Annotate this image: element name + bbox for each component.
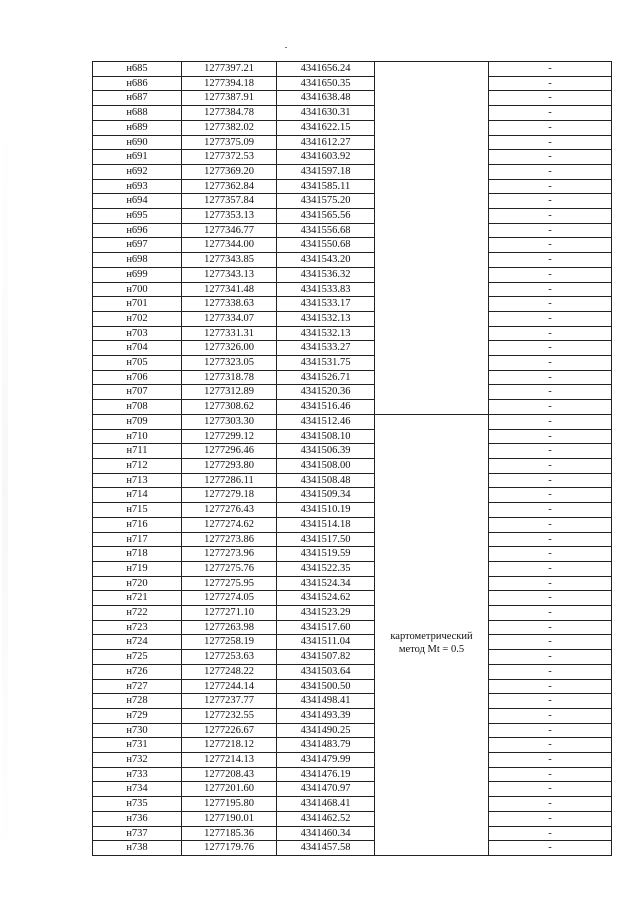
x-coordinate-cell: 1277263.98 — [182, 620, 277, 635]
x-coordinate-cell: 1277343.85 — [182, 253, 277, 268]
point-name-cell: н701 — [93, 297, 182, 312]
y-coordinate-cell: 4341490.25 — [277, 723, 375, 738]
table-row — [93, 708, 612, 723]
table-row — [93, 723, 612, 738]
x-coordinate-cell: 1277286.11 — [182, 473, 277, 488]
note-cell: - — [489, 547, 612, 562]
x-coordinate-cell: 1277369.20 — [182, 164, 277, 179]
point-name-cell: н711 — [93, 444, 182, 459]
note-cell: - — [489, 370, 612, 385]
point-name-cell: н718 — [93, 547, 182, 562]
y-coordinate-cell: 4341468.41 — [277, 797, 375, 812]
y-coordinate-cell: 4341457.58 — [277, 841, 375, 856]
point-name-cell: н702 — [93, 311, 182, 326]
note-cell: - — [489, 150, 612, 165]
x-coordinate-cell: 1277276.43 — [182, 503, 277, 518]
note-cell: - — [489, 135, 612, 150]
table-row — [93, 400, 612, 415]
point-name-cell: н685 — [93, 62, 182, 77]
y-coordinate-cell: 4341509.34 — [277, 488, 375, 503]
y-coordinate-cell: 4341462.52 — [277, 811, 375, 826]
point-name-cell: н735 — [93, 797, 182, 812]
note-cell: - — [489, 120, 612, 135]
x-coordinate-cell: 1277397.21 — [182, 62, 277, 77]
table-row — [93, 620, 612, 635]
y-coordinate-cell: 4341512.46 — [277, 414, 375, 429]
note-cell: - — [489, 414, 612, 429]
y-coordinate-cell: 4341516.46 — [277, 400, 375, 415]
point-name-cell: н719 — [93, 561, 182, 576]
point-name-cell: н695 — [93, 209, 182, 224]
y-coordinate-cell: 4341493.39 — [277, 708, 375, 723]
point-name-cell: н726 — [93, 664, 182, 679]
y-coordinate-cell: 4341533.83 — [277, 282, 375, 297]
note-cell: - — [489, 576, 612, 591]
table-row — [93, 591, 612, 606]
y-coordinate-cell: 4341524.34 — [277, 576, 375, 591]
note-cell: - — [489, 444, 612, 459]
point-name-cell: н703 — [93, 326, 182, 341]
y-coordinate-cell: 4341460.34 — [277, 826, 375, 841]
note-cell: - — [489, 679, 612, 694]
point-name-cell: н689 — [93, 120, 182, 135]
table-row — [93, 120, 612, 135]
note-cell: - — [489, 517, 612, 532]
table-row — [93, 841, 612, 856]
table-row — [93, 547, 612, 562]
note-cell: - — [489, 473, 612, 488]
table-row — [93, 811, 612, 826]
note-cell: - — [489, 326, 612, 341]
point-name-cell: н734 — [93, 782, 182, 797]
y-coordinate-cell: 4341517.60 — [277, 620, 375, 635]
table-row — [93, 561, 612, 576]
x-coordinate-cell: 1277357.84 — [182, 194, 277, 209]
x-coordinate-cell: 1277344.00 — [182, 238, 277, 253]
scan-speck — [285, 47, 287, 48]
table-row — [93, 297, 612, 312]
table-row — [93, 311, 612, 326]
x-coordinate-cell: 1277179.76 — [182, 841, 277, 856]
y-coordinate-cell: 4341533.17 — [277, 297, 375, 312]
table-row — [93, 576, 612, 591]
table-row — [93, 753, 612, 768]
x-coordinate-cell: 1277323.05 — [182, 356, 277, 371]
note-cell: - — [489, 238, 612, 253]
note-cell: - — [489, 708, 612, 723]
x-coordinate-cell: 1277190.01 — [182, 811, 277, 826]
note-cell: - — [489, 723, 612, 738]
note-cell: - — [489, 385, 612, 400]
table-row — [93, 179, 612, 194]
x-coordinate-cell: 1277208.43 — [182, 767, 277, 782]
table-row — [93, 444, 612, 459]
note-cell: - — [489, 91, 612, 106]
x-coordinate-cell: 1277331.31 — [182, 326, 277, 341]
note-cell: - — [489, 488, 612, 503]
table-row — [93, 429, 612, 444]
point-name-cell: н709 — [93, 414, 182, 429]
y-coordinate-cell: 4341500.50 — [277, 679, 375, 694]
y-coordinate-cell: 4341507.82 — [277, 650, 375, 665]
x-coordinate-cell: 1277275.95 — [182, 576, 277, 591]
x-coordinate-cell: 1277372.53 — [182, 150, 277, 165]
y-coordinate-cell: 4341556.68 — [277, 223, 375, 238]
y-coordinate-cell: 4341508.10 — [277, 429, 375, 444]
table-row — [93, 782, 612, 797]
y-coordinate-cell: 4341519.59 — [277, 547, 375, 562]
table-row — [93, 517, 612, 532]
table-row — [93, 62, 612, 77]
method-line-1: картометрический — [390, 631, 473, 643]
y-coordinate-cell: 4341483.79 — [277, 738, 375, 753]
table-row — [93, 91, 612, 106]
table-row — [93, 135, 612, 150]
y-coordinate-cell: 4341585.11 — [277, 179, 375, 194]
y-coordinate-cell: 4341638.48 — [277, 91, 375, 106]
note-cell: - — [489, 561, 612, 576]
table-row — [93, 606, 612, 621]
point-name-cell: н712 — [93, 458, 182, 473]
y-coordinate-cell: 4341503.64 — [277, 664, 375, 679]
table-row — [93, 76, 612, 91]
y-coordinate-cell: 4341532.13 — [277, 326, 375, 341]
table-row — [93, 209, 612, 224]
table-row — [93, 488, 612, 503]
x-coordinate-cell: 1277253.63 — [182, 650, 277, 665]
point-name-cell: н727 — [93, 679, 182, 694]
y-coordinate-cell: 4341470.97 — [277, 782, 375, 797]
x-coordinate-cell: 1277343.13 — [182, 267, 277, 282]
x-coordinate-cell: 1277275.76 — [182, 561, 277, 576]
point-name-cell: н721 — [93, 591, 182, 606]
coordinates-table-body — [93, 62, 612, 856]
note-cell: - — [489, 694, 612, 709]
point-name-cell: н708 — [93, 400, 182, 415]
table-row — [93, 164, 612, 179]
point-name-cell: н687 — [93, 91, 182, 106]
point-name-cell: н722 — [93, 606, 182, 621]
note-cell: - — [489, 591, 612, 606]
point-name-cell: н731 — [93, 738, 182, 753]
y-coordinate-cell: 4341526.71 — [277, 370, 375, 385]
y-coordinate-cell: 4341506.39 — [277, 444, 375, 459]
point-name-cell: н698 — [93, 253, 182, 268]
table-row — [93, 106, 612, 121]
note-cell: - — [489, 458, 612, 473]
note-cell: - — [489, 267, 612, 282]
x-coordinate-cell: 1277185.36 — [182, 826, 277, 841]
point-name-cell: н688 — [93, 106, 182, 121]
y-coordinate-cell: 4341520.36 — [277, 385, 375, 400]
note-cell: - — [489, 620, 612, 635]
x-coordinate-cell: 1277362.84 — [182, 179, 277, 194]
x-coordinate-cell: 1277303.30 — [182, 414, 277, 429]
note-cell: - — [489, 782, 612, 797]
note-cell: - — [489, 179, 612, 194]
table-row — [93, 267, 612, 282]
note-cell: - — [489, 767, 612, 782]
point-name-cell: н717 — [93, 532, 182, 547]
y-coordinate-cell: 4341575.20 — [277, 194, 375, 209]
y-coordinate-cell: 4341622.15 — [277, 120, 375, 135]
note-cell: - — [489, 356, 612, 371]
x-coordinate-cell: 1277334.07 — [182, 311, 277, 326]
y-coordinate-cell: 4341522.35 — [277, 561, 375, 576]
note-cell: - — [489, 503, 612, 518]
table-row — [93, 194, 612, 209]
note-cell: - — [489, 209, 612, 224]
x-coordinate-cell: 1277394.18 — [182, 76, 277, 91]
x-coordinate-cell: 1277273.86 — [182, 532, 277, 547]
x-coordinate-cell: 1277279.18 — [182, 488, 277, 503]
point-name-cell: н692 — [93, 164, 182, 179]
point-name-cell: н696 — [93, 223, 182, 238]
y-coordinate-cell: 4341479.99 — [277, 753, 375, 768]
note-cell: - — [489, 606, 612, 621]
table-row — [93, 326, 612, 341]
point-name-cell: н706 — [93, 370, 182, 385]
y-coordinate-cell: 4341630.31 — [277, 106, 375, 121]
y-coordinate-cell: 4341508.00 — [277, 458, 375, 473]
table-row — [93, 767, 612, 782]
y-coordinate-cell: 4341514.18 — [277, 517, 375, 532]
note-cell: - — [489, 400, 612, 415]
point-name-cell: н720 — [93, 576, 182, 591]
x-coordinate-cell: 1277218.12 — [182, 738, 277, 753]
note-cell: - — [489, 532, 612, 547]
note-cell: - — [489, 282, 612, 297]
point-name-cell: н725 — [93, 650, 182, 665]
y-coordinate-cell: 4341511.04 — [277, 635, 375, 650]
point-name-cell: н736 — [93, 811, 182, 826]
point-name-cell: н723 — [93, 620, 182, 635]
table-row — [93, 341, 612, 356]
table-row — [93, 826, 612, 841]
x-coordinate-cell: 1277312.89 — [182, 385, 277, 400]
note-cell: - — [489, 753, 612, 768]
point-name-cell: н690 — [93, 135, 182, 150]
y-coordinate-cell: 4341476.19 — [277, 767, 375, 782]
point-name-cell: н697 — [93, 238, 182, 253]
y-coordinate-cell: 4341531.75 — [277, 356, 375, 371]
scan-margin-shadow — [2, 120, 8, 860]
y-coordinate-cell: 4341533.27 — [277, 341, 375, 356]
y-coordinate-cell: 4341524.62 — [277, 591, 375, 606]
y-coordinate-cell: 4341517.50 — [277, 532, 375, 547]
table-row — [93, 635, 612, 650]
note-cell: - — [489, 76, 612, 91]
point-name-cell: н691 — [93, 150, 182, 165]
x-coordinate-cell: 1277195.80 — [182, 797, 277, 812]
y-coordinate-cell: 4341508.48 — [277, 473, 375, 488]
x-coordinate-cell: 1277299.12 — [182, 429, 277, 444]
point-name-cell: н716 — [93, 517, 182, 532]
point-name-cell: н738 — [93, 841, 182, 856]
y-coordinate-cell: 4341523.29 — [277, 606, 375, 621]
table-row — [93, 356, 612, 371]
y-coordinate-cell: 4341536.32 — [277, 267, 375, 282]
note-cell: - — [489, 738, 612, 753]
x-coordinate-cell: 1277201.60 — [182, 782, 277, 797]
table-row — [93, 797, 612, 812]
x-coordinate-cell: 1277326.00 — [182, 341, 277, 356]
x-coordinate-cell: 1277274.05 — [182, 591, 277, 606]
point-name-cell: н733 — [93, 767, 182, 782]
note-cell: - — [489, 341, 612, 356]
y-coordinate-cell: 4341543.20 — [277, 253, 375, 268]
table-row — [93, 253, 612, 268]
x-coordinate-cell: 1277338.63 — [182, 297, 277, 312]
table-row — [93, 664, 612, 679]
note-cell: - — [489, 297, 612, 312]
table-row — [93, 150, 612, 165]
x-coordinate-cell: 1277384.78 — [182, 106, 277, 121]
table-row — [93, 282, 612, 297]
table-row — [93, 385, 612, 400]
table-row — [93, 370, 612, 385]
table-row — [93, 679, 612, 694]
x-coordinate-cell: 1277214.13 — [182, 753, 277, 768]
point-name-cell: н732 — [93, 753, 182, 768]
coordinates-table — [92, 61, 612, 856]
point-name-cell: н713 — [93, 473, 182, 488]
y-coordinate-cell: 4341550.68 — [277, 238, 375, 253]
table-row — [93, 414, 612, 429]
y-coordinate-cell: 4341650.35 — [277, 76, 375, 91]
note-cell: - — [489, 811, 612, 826]
point-name-cell: н704 — [93, 341, 182, 356]
table-row — [93, 650, 612, 665]
point-name-cell: н737 — [93, 826, 182, 841]
table-row — [93, 694, 612, 709]
x-coordinate-cell: 1277273.96 — [182, 547, 277, 562]
table-row — [93, 738, 612, 753]
note-cell: - — [489, 841, 612, 856]
note-cell: - — [489, 164, 612, 179]
point-name-cell: н729 — [93, 708, 182, 723]
x-coordinate-cell: 1277353.13 — [182, 209, 277, 224]
note-cell: - — [489, 826, 612, 841]
note-cell: - — [489, 253, 612, 268]
point-name-cell: н707 — [93, 385, 182, 400]
note-cell: - — [489, 664, 612, 679]
x-coordinate-cell: 1277318.78 — [182, 370, 277, 385]
y-coordinate-cell: 4341565.56 — [277, 209, 375, 224]
table-row — [93, 223, 612, 238]
table-row — [93, 532, 612, 547]
note-cell: - — [489, 429, 612, 444]
note-cell: - — [489, 62, 612, 77]
note-cell: - — [489, 635, 612, 650]
point-name-cell: н693 — [93, 179, 182, 194]
point-name-cell: н686 — [93, 76, 182, 91]
y-coordinate-cell: 4341532.13 — [277, 311, 375, 326]
table-row — [93, 238, 612, 253]
point-name-cell: н728 — [93, 694, 182, 709]
y-coordinate-cell: 4341603.92 — [277, 150, 375, 165]
point-name-cell: н710 — [93, 429, 182, 444]
table-row — [93, 503, 612, 518]
x-coordinate-cell: 1277258.19 — [182, 635, 277, 650]
y-coordinate-cell: 4341656.24 — [277, 62, 375, 77]
y-coordinate-cell: 4341498.41 — [277, 694, 375, 709]
x-coordinate-cell: 1277382.02 — [182, 120, 277, 135]
x-coordinate-cell: 1277308.62 — [182, 400, 277, 415]
x-coordinate-cell: 1277232.55 — [182, 708, 277, 723]
x-coordinate-cell: 1277237.77 — [182, 694, 277, 709]
x-coordinate-cell: 1277341.48 — [182, 282, 277, 297]
y-coordinate-cell: 4341597.18 — [277, 164, 375, 179]
note-cell: - — [489, 223, 612, 238]
x-coordinate-cell: 1277296.46 — [182, 444, 277, 459]
x-coordinate-cell: 1277274.62 — [182, 517, 277, 532]
method-cell — [375, 414, 489, 855]
note-cell: - — [489, 797, 612, 812]
note-cell: - — [489, 311, 612, 326]
method-line-2: метод Mt = 0.5 — [398, 644, 465, 656]
point-name-cell: н700 — [93, 282, 182, 297]
x-coordinate-cell: 1277271.10 — [182, 606, 277, 621]
point-name-cell: н694 — [93, 194, 182, 209]
note-cell: - — [489, 106, 612, 121]
table-row — [93, 473, 612, 488]
x-coordinate-cell: 1277387.91 — [182, 91, 277, 106]
x-coordinate-cell: 1277226.67 — [182, 723, 277, 738]
point-name-cell: н699 — [93, 267, 182, 282]
y-coordinate-cell: 4341612.27 — [277, 135, 375, 150]
point-name-cell: н714 — [93, 488, 182, 503]
x-coordinate-cell: 1277346.77 — [182, 223, 277, 238]
method-cell — [375, 62, 489, 415]
table-row — [93, 458, 612, 473]
point-name-cell: н730 — [93, 723, 182, 738]
note-cell: - — [489, 650, 612, 665]
y-coordinate-cell: 4341510.19 — [277, 503, 375, 518]
point-name-cell: н724 — [93, 635, 182, 650]
note-cell: - — [489, 194, 612, 209]
x-coordinate-cell: 1277375.09 — [182, 135, 277, 150]
x-coordinate-cell: 1277244.14 — [182, 679, 277, 694]
x-coordinate-cell: 1277293.80 — [182, 458, 277, 473]
x-coordinate-cell: 1277248.22 — [182, 664, 277, 679]
point-name-cell: н705 — [93, 356, 182, 371]
point-name-cell: н715 — [93, 503, 182, 518]
